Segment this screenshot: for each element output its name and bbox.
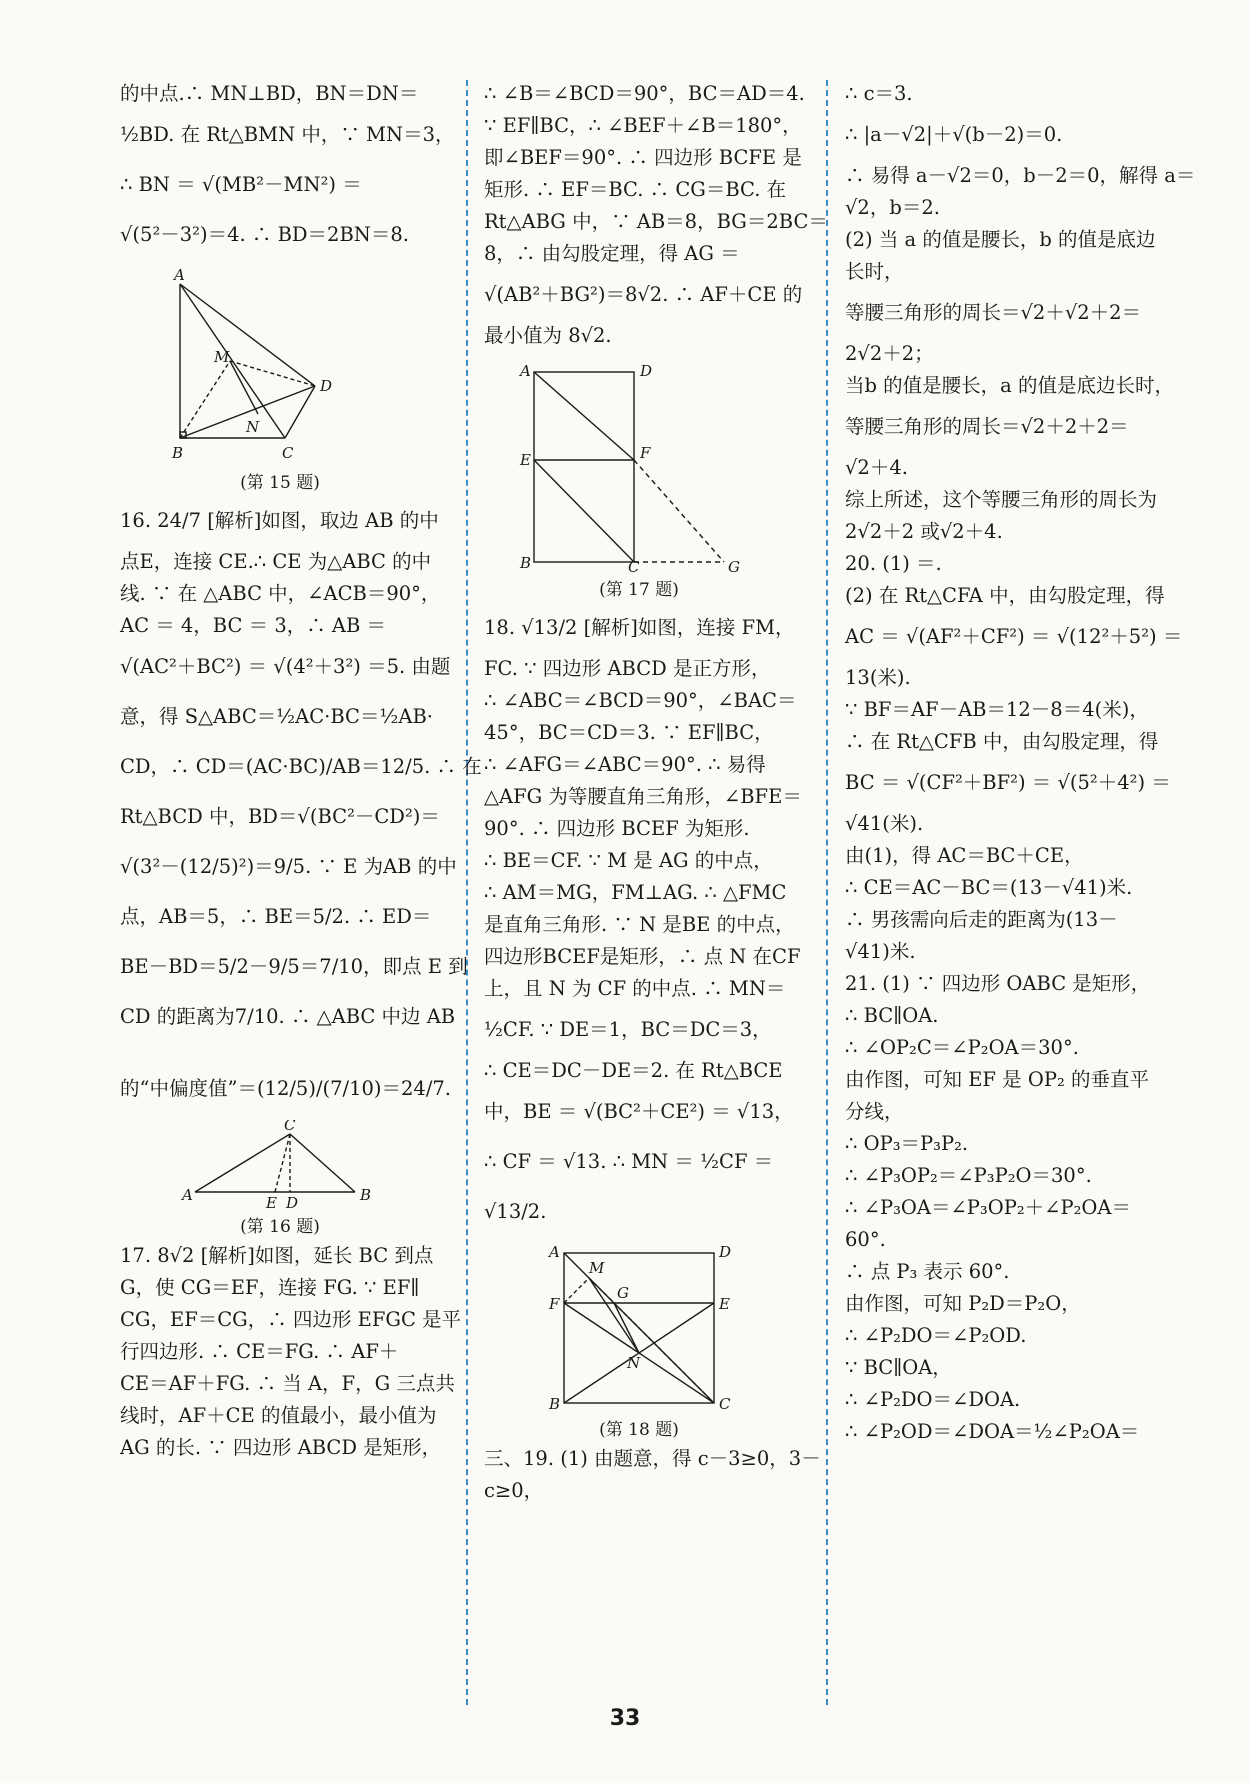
text-line: ∴ ∠ABC＝∠BCD＝90°，∠BAC＝ [484, 689, 797, 712]
text-line: 90°. ∴ 四边形 BCEF 为矩形. [484, 817, 750, 840]
text-line: 线时，AF＋CE 的值最小，最小值为 [120, 1404, 437, 1427]
text-line: 60°. [845, 1228, 886, 1251]
text-line: 是直角三角形. ∵ N 是BE 的中点， [484, 913, 795, 936]
text-line: AC ＝ √(AF²＋CF²) ＝ √(12²＋5²) ＝ [845, 625, 1183, 648]
fig16-label-a: A [182, 1186, 193, 1204]
text-line: ∵ BC∥OA， [845, 1356, 952, 1379]
text-line: ∴ 在 Rt△CFB 中，由勾股定理，得 [845, 730, 1159, 753]
text-line: 8，∴ 由勾股定理，得 AG ＝ [484, 242, 740, 265]
text-line: 13(米). [845, 666, 911, 689]
text-line: 的中点.∴ MN⊥BD，BN＝DN＝ [120, 82, 419, 105]
figure-18-caption: (第 18 题) [599, 1420, 679, 1440]
text-line: 45°，BC＝CD＝3. ∵ EF∥BC， [484, 721, 774, 744]
text-line: 由作图，可知 P₂D＝P₂O， [845, 1292, 1081, 1315]
text-line: CD 的距离为7/10. ∴ △ABC 中边 AB [120, 1005, 456, 1028]
fig16-label-b: B [360, 1186, 372, 1204]
figure-15-caption: (第 15 题) [240, 473, 320, 493]
fig16-label-d: D [286, 1194, 299, 1210]
text-line: 等腰三角形的周长＝√2＋2＋2＝ [845, 415, 1129, 438]
text-line: ∴ 易得 a－√2＝0，b－2＝0，解得 a＝ [845, 164, 1196, 187]
text-line: 上，且 N 为 CF 的中点. ∴ MN＝ [484, 977, 786, 1000]
fig17-label-b: B [520, 554, 532, 572]
text-line: ∵ EF∥BC，∴ ∠BEF＋∠B＝180°， [484, 114, 802, 137]
text-line: ∴ BN ＝ √(MB²－MN²) ＝ [120, 173, 362, 196]
text-line: 17. 8√2 [解析]如图，延长 BC 到点 [120, 1244, 434, 1267]
figure-15 [160, 266, 400, 466]
text-line: c≥0， [484, 1479, 544, 1502]
fig18-label-d: D [719, 1243, 732, 1261]
text-line: 18. √13/2 [解析]如图，连接 FM， [484, 616, 795, 639]
fig18-label-f: F [549, 1295, 560, 1313]
text-line: 2√2＋2 或√2＋4. [845, 520, 1003, 543]
text-line: ∴ CE＝AC－BC＝(13－√41)米. [845, 876, 1133, 899]
text-line: AG 的长. ∵ 四边形 ABCD 是矩形， [120, 1436, 442, 1459]
text-line: G，使 CG＝EF，连接 FG. ∵ EF∥ [120, 1276, 420, 1299]
text-line: √41(米). [845, 812, 924, 835]
figure-16-caption: (第 16 题) [240, 1217, 320, 1237]
text-line: ∴ 男孩需向后走的距离为(13－ [845, 908, 1118, 931]
fig17-label-f: F [640, 444, 651, 462]
text-line: ∴ ∠OP₂C＝∠P₂OA＝30°. [845, 1036, 1079, 1059]
column-2 [484, 78, 828, 1507]
text-line: 最小值为 8√2. [484, 324, 612, 347]
fig18-label-m: M [589, 1259, 605, 1277]
fig18-label-a: A [549, 1243, 560, 1261]
fig16-label-e: E [266, 1194, 277, 1210]
text-line: 20. (1) ＝. [845, 552, 942, 575]
text-line: √41)米. [845, 940, 916, 963]
text-line: ½BD. 在 Rt△BMN 中，∵ MN＝3， [120, 123, 455, 146]
fig17-label-e: E [520, 451, 531, 469]
text-line: FC. ∵ 四边形 ABCD 是正方形， [484, 657, 771, 680]
text-line: 矩形. ∴ EF＝BC. ∴ CG＝BC. 在 [484, 178, 787, 201]
column-divider-2 [826, 80, 828, 1705]
text-line: √2＋4. [845, 456, 908, 479]
text-line: ∴ ∠P₃OA＝∠P₃OP₂＋∠P₂OA＝ [845, 1196, 1131, 1219]
text-line: 2√2＋2； [845, 342, 934, 365]
fig15-label-m: M [214, 348, 230, 366]
fig15-label-d: D [320, 377, 333, 395]
text-line: ∴ |a－√2|＋√(b－2)＝0. [845, 123, 1063, 146]
column-divider-1 [466, 80, 468, 1705]
text-line: 分线， [845, 1100, 904, 1123]
text-line: 三、19. (1) 由题意，得 c－3≥0，3－ [484, 1447, 821, 1470]
text-line: 即∠BEF＝90°. ∴ 四边形 BCFE 是 [484, 146, 802, 169]
text-line: 由作图，可知 EF 是 OP₂ 的垂直平 [845, 1068, 1149, 1091]
text-line: BE－BD＝5/2－9/5＝7/10，即点 E 到 [120, 955, 468, 978]
text-line: Rt△BCD 中，BD＝√(BC²－CD²)＝ [120, 805, 440, 828]
text-line: 行四边形. ∴ CE＝FG. ∴ AF＋ [120, 1340, 399, 1363]
text-line: ∴ AM＝MG，FM⊥AG. ∴ △FMC [484, 881, 787, 904]
text-line: Rt△ABG 中，∵ AB＝8，BG＝2BC＝ [484, 210, 828, 233]
text-line: 四边形BCEF是矩形，∴ 点 N 在CF [484, 945, 801, 968]
text-line: √(3²－(12/5)²)＝9/5. ∵ E 为AB 的中 [120, 855, 457, 878]
fig17-label-g: G [728, 558, 740, 573]
text-line: ∴ ∠P₃OP₂＝∠P₃P₂O＝30°. [845, 1164, 1092, 1187]
text-line: √(AC²＋BC²) ＝ √(4²＋3²) ＝5. 由题 [120, 655, 451, 678]
figure-17-caption: (第 17 题) [599, 580, 679, 600]
text-line: ∴ BE＝CF. ∵ M 是 AG 的中点， [484, 849, 773, 872]
text-line: ∴ OP₃＝P₃P₂. [845, 1132, 969, 1155]
fig17-label-c: C [628, 558, 640, 573]
text-line: ∴ 点 P₃ 表示 60°. [845, 1260, 1010, 1283]
text-line: ∴ CF ＝ √13. ∴ MN ＝ ½CF ＝ [484, 1150, 774, 1173]
fig18-label-c: C [719, 1395, 731, 1413]
text-line: △AFG 为等腰直角三角形，∠BFE＝ [484, 785, 802, 808]
text-line: ½CF. ∵ DE＝1，BC＝DC＝3， [484, 1018, 772, 1041]
text-line: ∴ ∠AFG＝∠ABC＝90°. ∴ 易得 [484, 753, 766, 776]
text-line: ∴ ∠P₂DO＝∠DOA. [845, 1388, 1021, 1411]
text-line: √(AB²＋BG²)＝8√2. ∴ AF＋CE 的 [484, 283, 803, 306]
text-line: 线. ∵ 在 △ABC 中，∠ACB＝90°， [120, 582, 441, 605]
text-line: √(5²－3²)＝4. ∴ BD＝2BN＝8. [120, 223, 409, 246]
text-line: CD，∴ CD＝(AC·BC)/AB＝12/5. ∴ 在 [120, 755, 482, 778]
text-line: 点E，连接 CE.∴ CE 为△ABC 的中 [120, 550, 432, 573]
text-line: ∵ BF＝AF－AB＝12－8＝4(米)， [845, 698, 1149, 721]
column-1 [120, 78, 482, 1464]
text-line: 21. (1) ∵ 四边形 OABC 是矩形， [845, 972, 1151, 995]
text-line: 点，AB＝5，∴ BE＝5/2. ∴ ED＝ [120, 905, 432, 928]
fig18-label-b: B [549, 1395, 561, 1413]
text-line: ∴ c＝3. [845, 82, 913, 105]
fig16-label-c: C [284, 1120, 296, 1134]
figure-18 [539, 1243, 739, 1413]
fig18-label-n: N [627, 1354, 641, 1372]
fig17-label-d: D [640, 362, 653, 380]
text-line: 的“中偏度值”＝(12/5)/(7/10)＝24/7. [120, 1077, 452, 1100]
text-line: √13/2. [484, 1200, 547, 1223]
text-line: ∴ ∠B＝∠BCD＝90°，BC＝AD＝4. [484, 82, 805, 105]
fig18-label-e: E [719, 1295, 730, 1313]
text-line: 由(1)，得 AC＝BC＋CE， [845, 844, 1084, 867]
text-line: 综上所述，这个等腰三角形的周长为 [845, 488, 1158, 511]
text-line: ∴ ∠P₂DO＝∠P₂OD. [845, 1324, 1027, 1347]
text-line: 意，得 S△ABC＝½AC·BC＝½AB· [120, 705, 433, 728]
text-line: 当b 的值是腰长，a 的值是底边长时， [845, 374, 1175, 397]
fig15-label-b: B [172, 444, 184, 462]
text-line: (2) 在 Rt△CFA 中，由勾股定理，得 [845, 584, 1165, 607]
text-line: AC ＝ 4，BC ＝ 3，∴ AB ＝ [120, 614, 387, 637]
figure-16 [180, 1120, 380, 1210]
fig17-label-a: A [520, 362, 531, 380]
text-line: (2) 当 a 的值是腰长，b 的值是底边 [845, 228, 1156, 251]
text-line: ∴ ∠P₂OD＝∠DOA＝½∠P₂OA＝ [845, 1420, 1140, 1443]
text-line: 16. 24/7 [解析]如图，取边 AB 的中 [120, 509, 439, 532]
fig15-label-c: C [282, 444, 294, 462]
fig18-label-g: G [617, 1284, 629, 1302]
page-number: 33 [609, 1706, 641, 1731]
figure-17 [514, 358, 764, 573]
text-line: ∴ BC∥OA. [845, 1004, 939, 1027]
text-line: ∴ CE＝DC－DE＝2. 在 Rt△BCE [484, 1059, 783, 1082]
text-line: √2，b＝2. [845, 196, 940, 219]
text-line: CE＝AF＋FG. ∴ 当 A，F，G 三点共 [120, 1372, 455, 1395]
fig15-label-n: N [246, 418, 260, 436]
text-line: 等腰三角形的周长＝√2＋√2＋2＝ [845, 301, 1142, 324]
fig15-label-a: A [174, 266, 185, 284]
text-line: BC ＝ √(CF²＋BF²) ＝ √(5²＋4²) ＝ [845, 771, 1171, 794]
text-line: 长时， [845, 260, 904, 283]
text-line: CG，EF＝CG，∴ 四边形 EFGC 是平 [120, 1308, 462, 1331]
column-3 [845, 78, 1196, 1448]
text-line: 中，BE ＝ √(BC²＋CE²) ＝ √13， [484, 1100, 794, 1123]
